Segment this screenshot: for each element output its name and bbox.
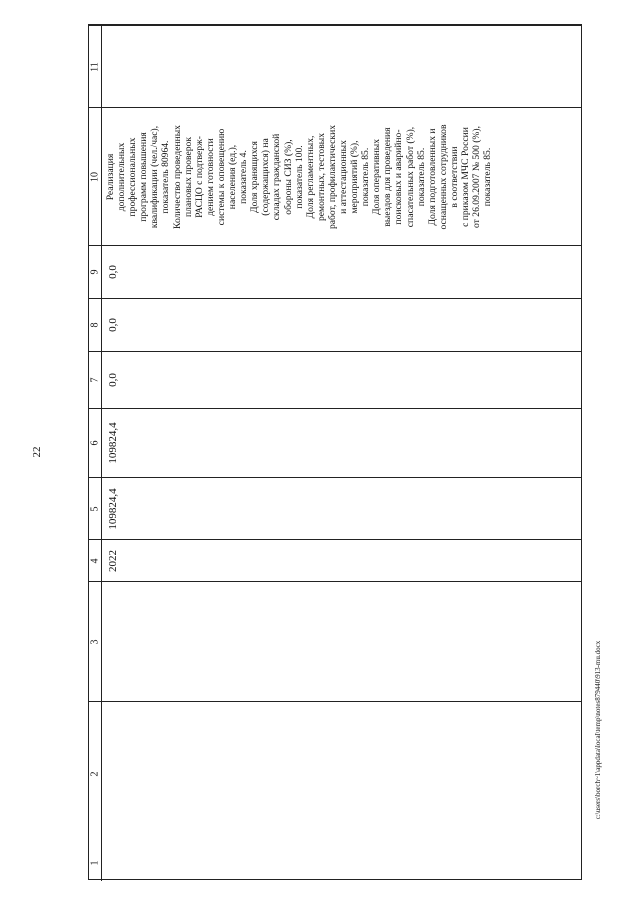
indicator-line: профессиональных <box>127 137 139 217</box>
indicator-line: дополнительных <box>116 142 128 212</box>
table-column-10 <box>89 107 581 245</box>
cell-amount-8: 0,0 <box>107 318 119 332</box>
indicator-line: Доля подготовленных и <box>426 128 438 226</box>
indicator-line: Доля оперативных <box>371 138 383 216</box>
column-header-8: 8 <box>89 299 102 351</box>
indicator-line: показатель 85. <box>415 147 427 207</box>
indicator-line: с приказом МЧС России <box>460 127 471 227</box>
data-table <box>88 24 582 880</box>
table-column-6 <box>89 408 581 477</box>
indicator-line: Количество проведенных <box>171 125 183 229</box>
cell-amount-7: 0,0 <box>107 373 119 387</box>
column-header-10: 10 <box>89 108 102 245</box>
indicator-line: оснащенных сотрудников <box>437 124 449 230</box>
indicator-line: РАСЦО с подтверж- <box>193 136 205 218</box>
indicator-line: показатель 85. <box>360 147 372 207</box>
indicator-line: работ, профилактических <box>326 124 338 230</box>
indicator-line: Доля регламентных, <box>304 135 316 219</box>
table-column-9 <box>89 245 581 298</box>
column-header-11: 11 <box>89 26 102 107</box>
indicator-line: квалификации (чел./час), <box>149 125 161 229</box>
indicator-line: в соответствии <box>448 146 460 208</box>
column-header-1: 1 <box>89 845 102 881</box>
indicator-line: обороны СИЗ (%), <box>282 139 294 215</box>
table-column-1 <box>89 845 581 881</box>
column-header-9: 9 <box>89 246 102 298</box>
table-column-2 <box>89 701 581 845</box>
cell-budget-amount: 109824,4 <box>107 422 119 464</box>
indicator-line: дением готовности <box>204 138 216 216</box>
column-header-5: 5 <box>89 478 102 539</box>
column-header-2: 2 <box>89 702 102 845</box>
indicator-line: Доля хранящихся <box>249 141 261 213</box>
indicator-line: ремонтных, тестовых <box>315 133 327 222</box>
column-header-6: 6 <box>89 409 102 477</box>
indicator-line: показатель 100. <box>293 145 305 209</box>
cell-total-amount: 109824,4 <box>107 487 119 530</box>
indicator-line: показатель 4. <box>238 150 250 204</box>
indicator-line: от 26.09.2007 № 500 (%), <box>471 126 483 228</box>
cell-year: 2022 <box>107 549 119 572</box>
indicator-line: населения (ед.), <box>227 144 239 210</box>
indicator-line: спасательных работ (%), <box>404 126 416 228</box>
indicator-line: плановых проверок <box>182 137 194 217</box>
column-header-4: 4 <box>89 540 102 581</box>
indicator-line: (содержащихся) на <box>260 138 272 216</box>
indicator-line: показатель 85. <box>482 147 494 207</box>
table-column-4 <box>89 539 581 581</box>
indicator-line: выездов для проведения <box>382 127 394 227</box>
indicator-line: показатель 80964. <box>160 140 172 214</box>
indicator-line: программ повышения <box>138 132 150 222</box>
table-column-8 <box>89 298 581 351</box>
table-column-3 <box>89 581 581 701</box>
indicator-line: складах гражданской <box>271 133 283 221</box>
indicator-line: мероприятий (%), <box>349 140 361 214</box>
file-path-footer: c:\users\borch~1\appdata\local\temp\notes879440\913-mu.docx <box>594 640 602 820</box>
indicator-line: поисковых и аварийно- <box>393 129 405 225</box>
cell-amount-9: 0,0 <box>107 265 119 279</box>
indicator-line: и аттестационных <box>337 140 349 214</box>
table-column-11 <box>89 25 581 107</box>
column-header-3: 3 <box>89 582 102 701</box>
indicator-line: Реализация <box>105 153 116 201</box>
table-column-7 <box>89 351 581 408</box>
page-number: 22 <box>31 446 43 458</box>
table-column-5 <box>89 477 581 539</box>
column-header-7: 7 <box>89 352 102 408</box>
indicator-line: системы к оповещению <box>215 128 227 226</box>
